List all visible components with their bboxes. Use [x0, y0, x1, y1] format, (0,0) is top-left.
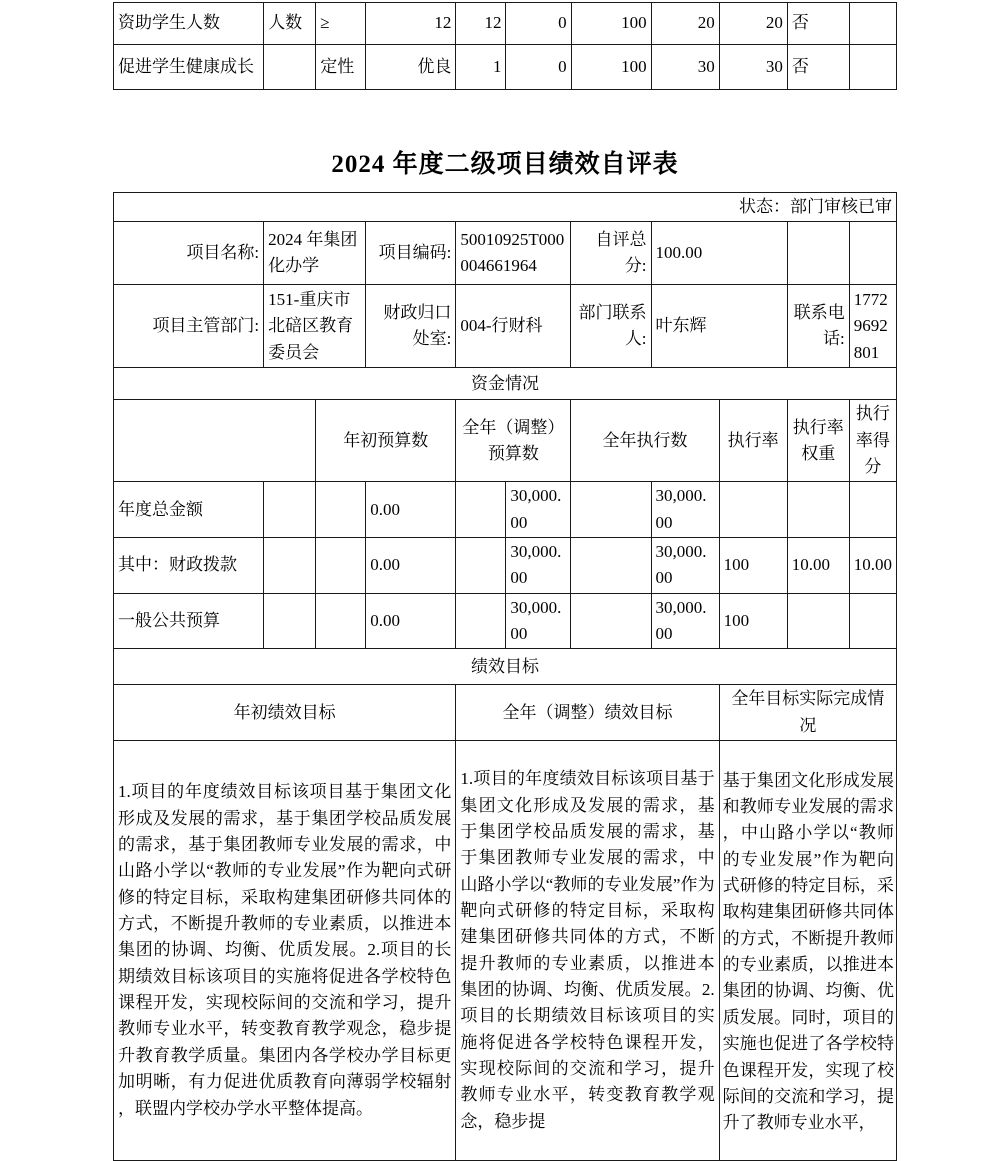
- funding-row-label: 一般公共预算: [114, 593, 264, 649]
- header-rate-score: 执行率得分: [849, 400, 896, 482]
- funding-row: [114, 538, 897, 594]
- empty-cell: [264, 538, 316, 594]
- self-score-value: 100.00: [651, 222, 787, 285]
- indicator-direction-cell: ≥: [316, 3, 366, 45]
- status-row: [114, 193, 897, 222]
- adjusted-budget-value: 30,000.00: [506, 593, 571, 649]
- page-title: 2024 年度二级项目绩效自评表: [331, 151, 679, 178]
- goals-text-row: [114, 741, 897, 1161]
- indicator-value-cell: 30: [719, 45, 787, 90]
- empty-cell: [114, 400, 316, 482]
- rate-weight-value: [787, 593, 849, 649]
- self-score-label: 自评总分:: [571, 222, 651, 285]
- executed-value: 30,000.00: [651, 538, 719, 594]
- project-code-value: 50010925T000004661964: [456, 222, 571, 285]
- rate-score-value: [849, 482, 896, 538]
- indicator-value-cell: 1: [456, 45, 506, 90]
- goals-section-row: [114, 649, 897, 685]
- header-rate-weight: 执行率权重: [787, 400, 849, 482]
- empty-cell: [571, 538, 651, 594]
- status-text: 状态：部门审核已审: [114, 193, 897, 222]
- project-name-value: 2024 年集团化办学: [264, 222, 366, 285]
- funding-row-label: 年度总金额: [114, 482, 264, 538]
- executed-value: 30,000.00: [651, 482, 719, 538]
- indicator-unit-cell: [264, 45, 316, 90]
- initial-budget-value: 0.00: [366, 593, 456, 649]
- indicator-flag-cell: 否: [787, 3, 849, 45]
- header-adjusted-goals: 全年（调整）绩效目标: [456, 685, 719, 741]
- indicator-value-cell: 12: [456, 3, 506, 45]
- rate-weight-value: 10.00: [787, 538, 849, 594]
- indicator-value-cell: 100: [571, 45, 651, 90]
- self-evaluation-table: [113, 192, 897, 1161]
- project-info-row: [114, 222, 897, 285]
- header-initial-goals: 年初绩效目标: [114, 685, 456, 741]
- empty-cell: [264, 482, 316, 538]
- goals-section-title: 绩效目标: [114, 649, 897, 685]
- adjusted-goals-text: 1.项目的年度绩效目标该项目基于集团文化形成及发展的需求，基于集团学校品质发展的需求，基于集团教师专业发展的需求，中山路小学以“教师的专业发展”作为靶向式研修的特定目标，采取构建集团研修共同体的方式，不断提升教师的专业素质，以推进本集团的协调、均衡、优质发展。2.项目的长期绩效目标该项目的实施将促进各学校特色课程开发，实现校际间的交流和学习，提升教师专业水平，转变教育教学观念，稳步提: [456, 741, 719, 1161]
- executed-value: 30,000.00: [651, 593, 719, 649]
- exec-rate-value: 100: [719, 538, 787, 594]
- phone-label: 联系电话:: [787, 285, 849, 368]
- empty-cell: [456, 482, 506, 538]
- indicator-direction-cell: 定性: [316, 45, 366, 90]
- indicator-value-cell: 0: [506, 3, 571, 45]
- header-actual-completion: 全年目标实际完成情况: [719, 685, 896, 741]
- indicator-row: [114, 3, 897, 45]
- empty-cell: [316, 538, 366, 594]
- rate-score-value: [849, 593, 896, 649]
- header-initial-budget: 年初预算数: [316, 400, 456, 482]
- funding-row-label: 其中：财政拨款: [114, 538, 264, 594]
- empty-cell: [316, 482, 366, 538]
- empty-cell: [571, 482, 651, 538]
- adjusted-budget-value: 30,000.00: [506, 482, 571, 538]
- header-exec-rate: 执行率: [719, 400, 787, 482]
- exec-rate-value: [719, 482, 787, 538]
- indicator-name-cell: 资助学生人数: [114, 3, 264, 45]
- project-name-label: 项目名称:: [114, 222, 264, 285]
- rate-score-value: 10.00: [849, 538, 896, 594]
- funding-section-row: [114, 368, 897, 400]
- finance-office-label: 财政归口处室:: [366, 285, 456, 368]
- contact-value: 叶东辉: [651, 285, 787, 368]
- indicator-value-cell: 20: [651, 3, 719, 45]
- indicator-row: [114, 45, 897, 90]
- header-executed: 全年执行数: [571, 400, 719, 482]
- project-info-row: [114, 285, 897, 368]
- funding-header-row: [114, 400, 897, 482]
- goals-header-row: [114, 685, 897, 741]
- actual-completion-text: 基于集团文化形成发展和教师专业发展的需求，中山路小学以“教师的专业发展”作为靶向式研修的特定目标，采取构建集团研修共同体的方式，不断提升教师的专业素质，以推进本集团的协调、均衡、优质发展。同时，项目的实施也促进了各学校特色课程开发，实现了校际间的交流和学习，提升了教师专业水平，: [719, 741, 896, 1161]
- dept-value: 151-重庆市北碚区教育委员会: [264, 285, 366, 368]
- initial-goals-text: 1.项目的年度绩效目标该项目基于集团文化形成及发展的需求，基于集团学校品质发展的需求，基于集团教师专业发展的需求，中山路小学以“教师的专业发展”作为靶向式研修的特定目标，采取构建集团研修共同体的方式，不断提升教师的专业素质，以推进本集团的协调、均衡、优质发展。2.项目的长期绩效目标该项目的实施将促进各学校特色课程开发，实现校际间的交流和学习，提升教师专业水平，转变教育教学观念，稳步提升教育教学质量。集团内各学校办学目标更加明晰，有力促进优质教育向薄弱学校辐射，联盟内学校办学水平整体提高。: [114, 741, 456, 1161]
- indicator-name-cell: 促进学生健康成长: [114, 45, 264, 90]
- empty-cell: [316, 593, 366, 649]
- indicator-table: [113, 2, 897, 90]
- project-code-label: 项目编码:: [366, 222, 456, 285]
- indicator-value-cell: 100: [571, 3, 651, 45]
- empty-cell: [571, 593, 651, 649]
- empty-cell: [787, 222, 849, 285]
- finance-office-value: 004-行财科: [456, 285, 571, 368]
- indicator-target-cell: 12: [366, 3, 456, 45]
- dept-label: 项目主管部门:: [114, 285, 264, 368]
- indicator-target-cell: 优良: [366, 45, 456, 90]
- empty-cell: [264, 593, 316, 649]
- funding-row: [114, 482, 897, 538]
- header-adjusted-budget: 全年（调整）预算数: [456, 400, 571, 482]
- empty-cell: [849, 45, 896, 90]
- indicator-flag-cell: 否: [787, 45, 849, 90]
- empty-cell: [456, 593, 506, 649]
- rate-weight-value: [787, 482, 849, 538]
- empty-cell: [456, 538, 506, 594]
- empty-cell: [849, 222, 896, 285]
- exec-rate-value: 100: [719, 593, 787, 649]
- empty-cell: [849, 3, 896, 45]
- phone-value: 17729692801: [849, 285, 896, 368]
- funding-section-title: 资金情况: [114, 368, 897, 400]
- initial-budget-value: 0.00: [366, 482, 456, 538]
- indicator-value-cell: 20: [719, 3, 787, 45]
- funding-row: [114, 593, 897, 649]
- indicator-value-cell: 30: [651, 45, 719, 90]
- contact-label: 部门联系人:: [571, 285, 651, 368]
- indicator-unit-cell: 人数: [264, 3, 316, 45]
- document-sheet: [113, 0, 895, 1161]
- initial-budget-value: 0.00: [366, 538, 456, 594]
- adjusted-budget-value: 30,000.00: [506, 538, 571, 594]
- indicator-value-cell: 0: [506, 45, 571, 90]
